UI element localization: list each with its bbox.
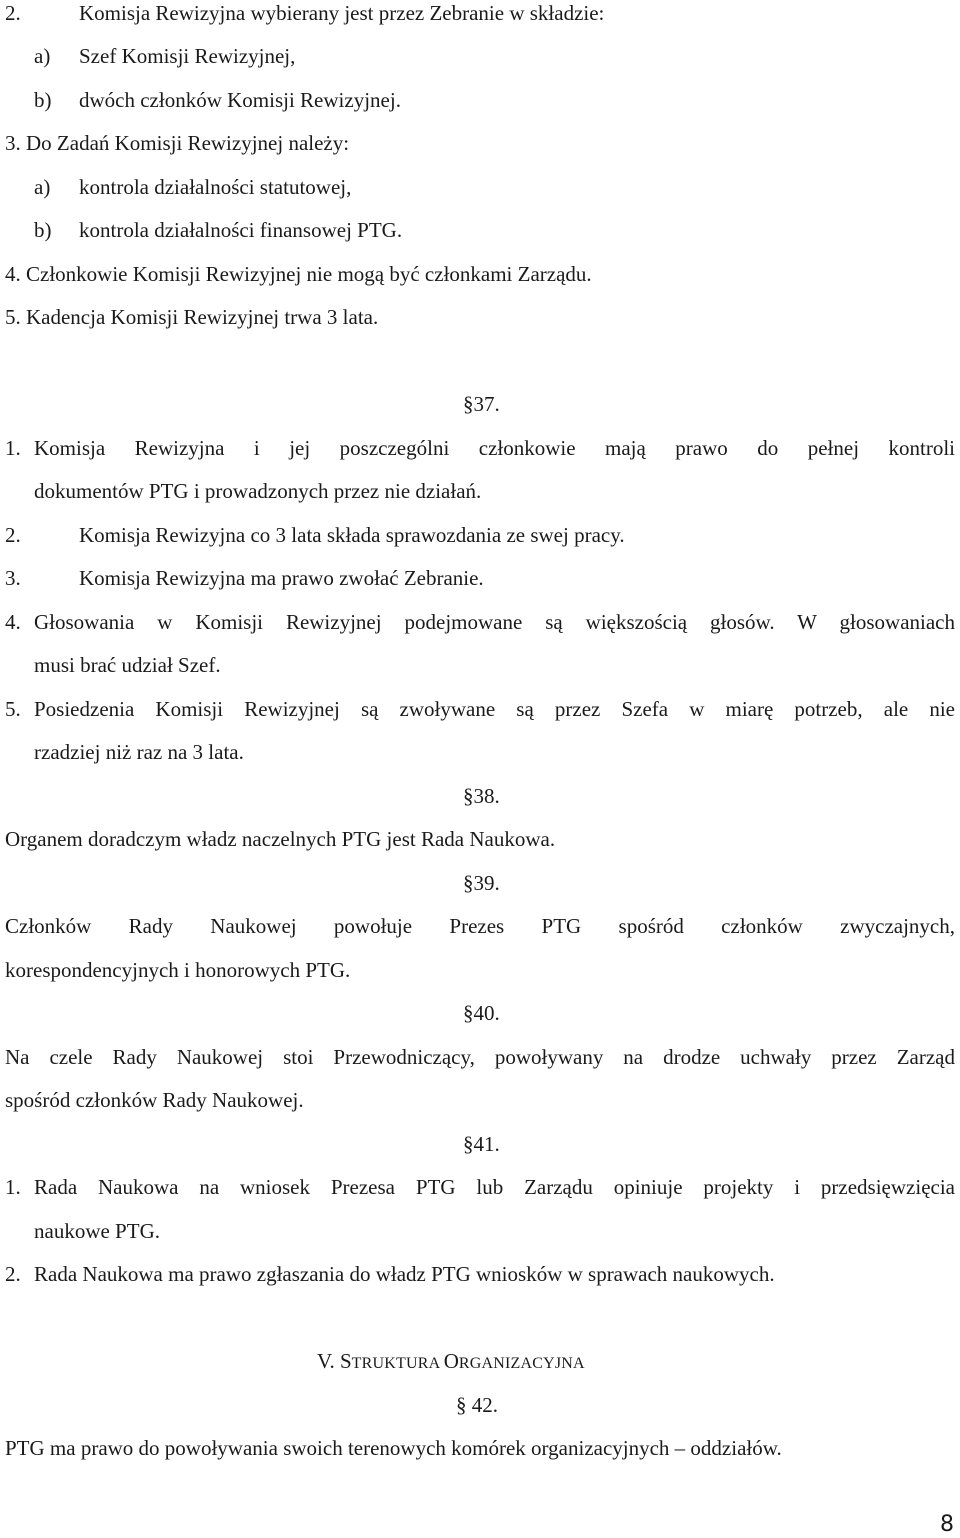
paragraph-line: Głosowania w Komisji Rewizyjnej podejmowane są większością głosów. W głosowaniach — [34, 610, 955, 634]
paragraph-line: Organem doradczym władz naczelnych PTG jest Rada Naukowa. — [5, 827, 556, 851]
paragraph-line: 3. Do Zadań Komisji Rewizyjnej należy: — [5, 131, 350, 155]
paragraph-line: Członków Rady Naukowej powołuje Prezes PTG spośród członków zwyczajnych, — [5, 914, 955, 938]
section-heading-38: §38. — [463, 784, 500, 808]
section-heading-41: §41. — [463, 1132, 500, 1156]
paragraph-line: dwóch członków Komisji Rewizyjnej. — [79, 88, 401, 112]
paragraph-line: 5. Kadencja Komisji Rewizyjnej trwa 3 lata. — [5, 305, 379, 329]
chapter-heading — [317, 1348, 585, 1377]
item-number: 5. — [5, 697, 21, 721]
paragraph-line: Posiedzenia Komisji Rewizyjnej są zwoływane są przez Szefa w miarę potrzeb, ale nie — [34, 697, 955, 721]
page-number: 8 — [940, 1512, 954, 1537]
paragraph-line: korespondencyjnych i honorowych PTG. — [5, 958, 351, 982]
item-letter: b) — [34, 88, 52, 112]
paragraph-line: rzadziej niż raz na 3 lata. — [34, 740, 244, 764]
paragraph-line: Rada Naukowa na wniosek Prezesa PTG lub Zarządu opiniuje projekty i przedsięwzięcia — [34, 1175, 955, 1199]
item-number: 2. — [5, 523, 21, 547]
item-letter: b) — [34, 218, 52, 242]
item-number: 3. — [5, 566, 21, 590]
chapter-title-part: TRUKTURA — [351, 1355, 444, 1372]
item-letter: a) — [34, 175, 51, 199]
paragraph-line: Komisja Rewizyjna wybierany jest przez Zebranie w składzie: — [79, 1, 605, 25]
paragraph-line: Szef Komisji Rewizyjnej, — [79, 44, 296, 68]
section-heading-37: §37. — [463, 392, 500, 416]
paragraph-line: Komisja Rewizyjna i jej poszczególni członkowie mają prawo do pełnej kontroli — [34, 436, 955, 460]
chapter-title-initial-o: O — [443, 1349, 459, 1373]
paragraph-line: dokumentów PTG i prowadzonych przez nie działań. — [34, 479, 482, 503]
paragraph-line: Na czele Rady Naukowej stoi Przewodniczący, powoływany na drodze uchwały przez Zarząd — [5, 1045, 955, 1069]
paragraph-line: musi brać udział Szef. — [34, 653, 221, 677]
item-number: 1. — [5, 436, 21, 460]
section-heading-42: § 42. — [456, 1393, 498, 1417]
item-number: 2. — [5, 1262, 21, 1286]
chapter-title-part: RGANIZACYJNA — [458, 1355, 585, 1372]
item-number: 1. — [5, 1175, 21, 1199]
paragraph-line: Rada Naukowa ma prawo zgłaszania do władz PTG wniosków w sprawach naukowych. — [34, 1262, 775, 1286]
paragraph-line: spośród członków Rady Naukowej. — [5, 1088, 304, 1112]
item-letter: a) — [34, 44, 51, 68]
chapter-title-initial-s: S — [339, 1349, 352, 1373]
paragraph-line: PTG ma prawo do powoływania swoich terenowych komórek organizacyjnych – oddziałów. — [5, 1436, 782, 1460]
paragraph-line: Komisja Rewizyjna co 3 lata składa sprawozdania ze swej pracy. — [79, 523, 625, 547]
paragraph-line: kontrola działalności finansowej PTG. — [79, 218, 403, 242]
paragraph-line: kontrola działalności statutowej, — [79, 175, 352, 199]
paragraph-line: naukowe PTG. — [34, 1219, 160, 1243]
section-heading-40: §40. — [463, 1001, 500, 1025]
paragraph-line: Komisja Rewizyjna ma prawo zwołać Zebranie. — [79, 566, 484, 590]
chapter-roman: V. — [317, 1349, 335, 1373]
item-number: 4. — [5, 610, 21, 634]
item-number: 2. — [5, 1, 21, 25]
section-heading-39: §39. — [463, 871, 500, 895]
paragraph-line: 4. Członkowie Komisji Rewizyjnej nie mogą być członkami Zarządu. — [5, 262, 592, 286]
